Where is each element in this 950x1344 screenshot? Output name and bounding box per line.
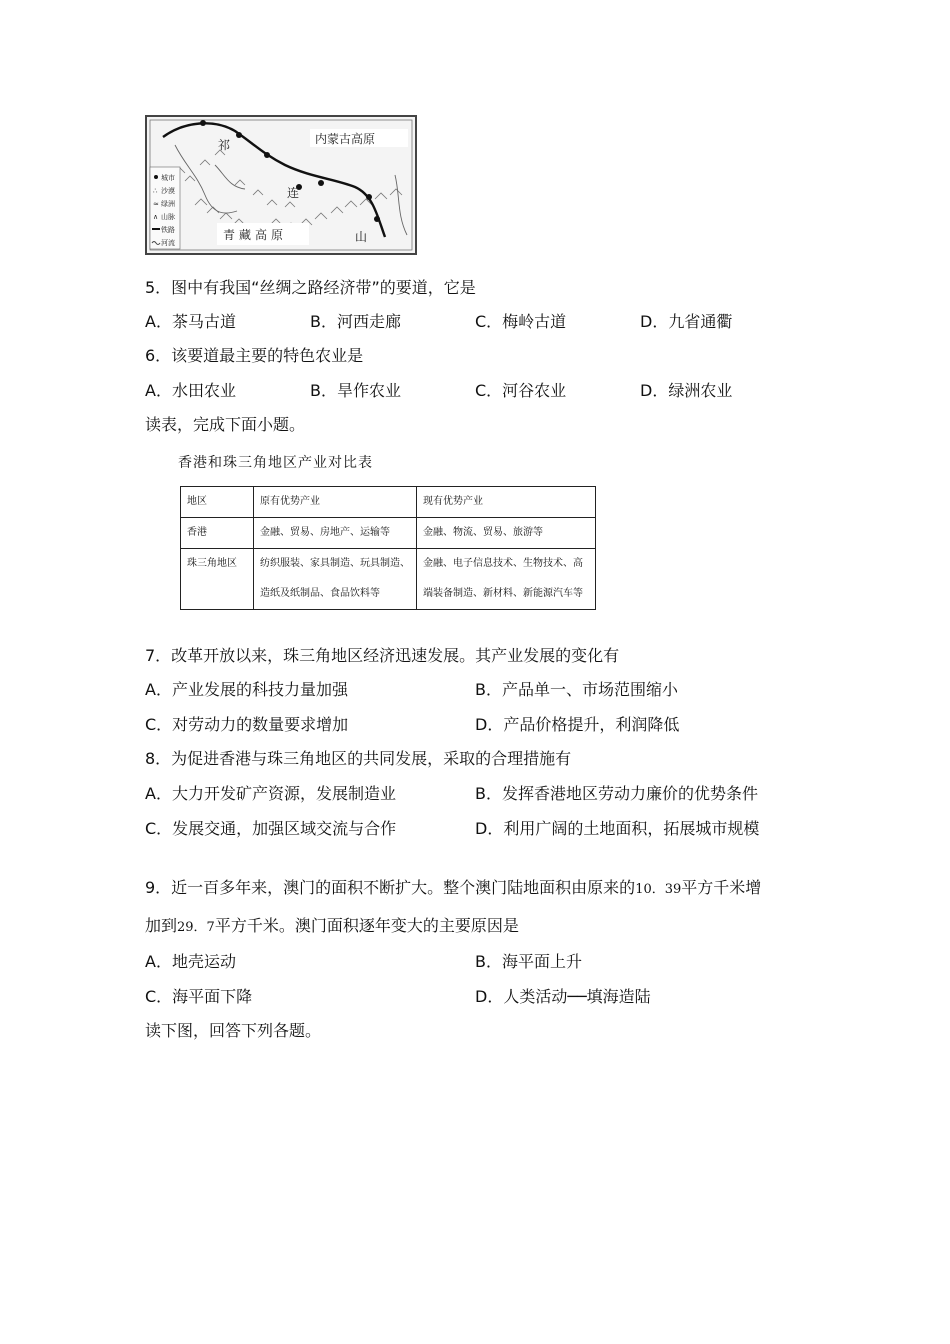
table-intro: 读表，完成下面小题。 [145,415,306,434]
table-cell-original-line1: 纺织服装、家具制造、玩具制造、 [260,558,410,569]
q9-option-d: D．人类活动──填海造陆 [475,987,651,1006]
q8-option-c: C．发展交通，加强区域交流与合作 [145,819,397,838]
map-label-tibet-plateau: 青藏高原 [223,228,288,242]
map-label-qi: 祁 [218,138,231,152]
table-header-row [181,487,596,518]
q7-option-d: D．产品价格提升，利润降低 [475,715,680,734]
q5-option-b: B．河西走廊 [310,312,401,331]
q9-stem-line2 [145,916,519,938]
legend-desert: 沙漠 [161,187,175,195]
table-title: 香港和珠三角地区产业对比表 [178,455,373,471]
table-header-current: 现有优势产业 [423,496,483,507]
hexi-corridor-map [145,115,417,255]
legend-railway: 铁路 [161,226,175,234]
map-label-lian: 连 [287,186,300,200]
q8-stem: 8．为促进香港与珠三角地区的共同发展，采取的合理措施有 [145,749,572,768]
table-cell-current: 金融、物流、贸易、旅游等 [423,527,543,538]
q7-stem: 7．改革开放以来，珠三角地区经济迅速发展。其产业发展的变化有 [145,646,620,665]
table-header-original: 原有优势产业 [260,496,320,507]
q7-option-b: B．产品单一、市场范围缩小 [475,680,678,699]
q5-option-c: C．梅岭古道 [475,312,567,331]
q9-current-area: 29．7 [177,920,215,935]
table-row [181,549,596,610]
q9-stem-line1 [145,878,761,900]
legend-oasis: 绿洲 [161,200,175,208]
q9-option-a: A．地壳运动 [145,952,236,971]
legend-city: 城市 [161,174,175,182]
table-cell-original: 金融、贸易、房地产、运输等 [260,527,390,538]
q9-stem-part4: 平方千米。澳门面积逐年变大的主要原因是 [214,916,519,935]
q9-option-b: B．海平面上升 [475,952,582,971]
table-cell-current-line2: 端装备制造、新材料、新能源汽车等 [423,588,583,599]
svg-text:∴: ∴ [153,187,158,195]
q9-original-area: 10．39 [635,882,682,897]
legend-mountain: 山脉 [161,213,175,221]
legend-river: 河流 [161,239,175,247]
table-cell-original-line2: 造纸及纸制品、食品饮料等 [260,588,380,599]
q5-option-a: A．茶马古道 [145,312,236,331]
q8-option-b: B．发挥香港地区劳动力廉价的优势条件 [475,784,758,803]
q6-stem: 6．该要道最主要的特色农业是 [145,346,364,365]
q9-option-c: C．海平面下降 [145,987,253,1006]
svg-text:∧: ∧ [153,213,159,221]
industry-comparison-table [180,486,596,610]
table-row [181,518,596,549]
table-cell-current-line1: 金融、电子信息技术、生物技术、高 [423,558,583,569]
q7-option-a: A．产业发展的科技力量加强 [145,680,348,699]
q5-stem: 5．图中有我国“丝绸之路经济带”的要道，它是 [145,278,476,297]
q8-option-a: A．大力开发矿产资源，发展制造业 [145,784,396,803]
q9-stem-part2: 平方千米增 [681,878,762,897]
q6-option-a: A．水田农业 [145,381,236,400]
q9-stem-part3: 加到 [145,916,178,935]
map-label-shan: 山 [355,230,368,244]
svg-text:≈: ≈ [153,200,159,208]
q8-option-d: D．利用广阔的土地面积，拓展城市规模 [475,819,760,838]
next-section-intro: 读下图，回答下列各题。 [145,1021,322,1040]
q6-option-d: D．绿洲农业 [640,381,733,400]
q6-option-b: B．旱作农业 [310,381,401,400]
q6-option-c: C．河谷农业 [475,381,567,400]
table-cell-region: 香港 [187,527,207,538]
table-cell-region: 珠三角地区 [187,558,237,569]
table-header-region: 地区 [187,496,207,507]
map-label-mongolia-plateau: 内蒙古高原 [315,132,376,146]
q7-option-c: C．对劳动力的数量要求增加 [145,715,349,734]
q9-stem-part1: 9．近一百多年来，澳门的面积不断扩大。整个澳门陆地面积由原来的 [145,878,636,897]
q5-option-d: D．九省通衢 [640,312,733,331]
